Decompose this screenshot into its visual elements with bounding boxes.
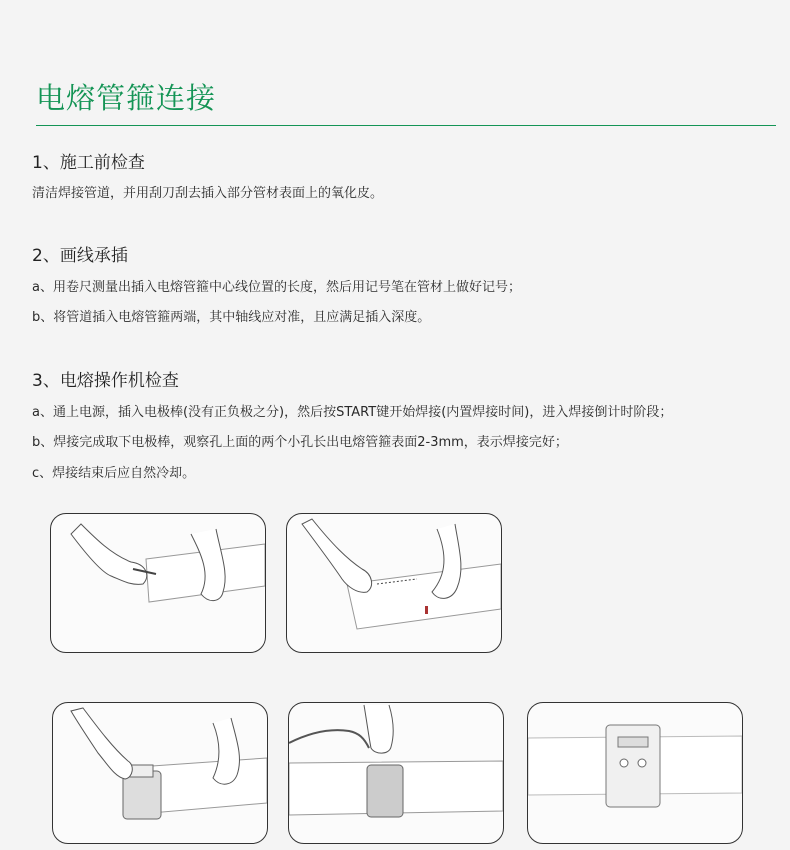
section-heading-marking: 2、画线承插 bbox=[32, 246, 128, 266]
finished-joint-illustration bbox=[528, 703, 742, 843]
page-title: 电熔管箍连接 bbox=[36, 81, 217, 115]
section-heading-machine-check: 3、电熔操作机检查 bbox=[32, 371, 179, 391]
photo-marking-pipe bbox=[286, 513, 502, 653]
photo-electrode-welding bbox=[288, 702, 504, 844]
title-divider bbox=[36, 125, 776, 126]
marking-pipe-illustration bbox=[287, 514, 501, 652]
photo-scraping-pipe bbox=[50, 513, 266, 653]
section-2-line-a: a、用卷尺测量出插入电熔管箍中心线位置的长度，然后用记号笔在管材上做好记号； bbox=[32, 280, 521, 295]
section-3-line-a: a、通上电源，插入电极棒(没有正负极之分)，然后按START键开始焊接(内置焊接时间)，进入焊接倒计时阶段； bbox=[32, 405, 673, 420]
section-3-line-c: c、焊接结束后应自然冷却。 bbox=[32, 466, 196, 481]
section-2-line-b: b、将管道插入电熔管箍两端，其中轴线应对准，且应满足插入深度。 bbox=[32, 310, 431, 325]
section-3-line-b: b、焊接完成取下电极棒，观察孔上面的两个小孔长出电熔管箍表面2-3mm，表示焊接完好； bbox=[32, 435, 568, 450]
photo-finished-joint bbox=[527, 702, 743, 844]
section-1-line-1: 清洁焊接管道，并用刮刀刮去插入部分管材表面上的氧化皮。 bbox=[32, 186, 384, 201]
scraping-pipe-illustration bbox=[51, 514, 265, 652]
electrode-welding-illustration bbox=[289, 703, 503, 843]
section-heading-inspection: 1、施工前检查 bbox=[32, 153, 145, 173]
photo-inserting-pipe bbox=[52, 702, 268, 844]
inserting-pipe-illustration bbox=[53, 703, 267, 843]
